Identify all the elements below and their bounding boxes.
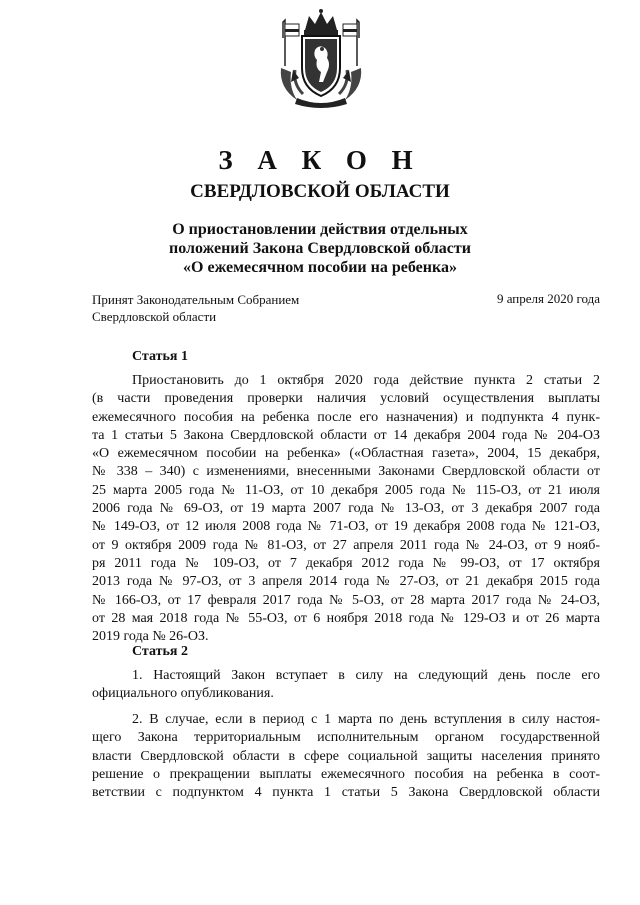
text-line: власти Свердловской области в сфере социальной защиты населения принято <box>92 748 600 764</box>
text-line: № 149-ОЗ, от 12 июля 2008 года № 71-ОЗ, от 19 декабря 2008 года № 121-ОЗ, <box>92 519 600 535</box>
text-line: официального опубликования. <box>92 686 274 702</box>
text-line: ря 2011 года № 109-ОЗ, от 7 декабря 2012 года № 99-ОЗ, от 17 октября <box>92 555 600 571</box>
text-line: 2006 года № 69-ОЗ, от 19 марта 2007 года № 13-ОЗ, от 3 декабря 2007 года <box>92 501 600 517</box>
text-line: 2019 года № 26-ОЗ. <box>92 629 209 645</box>
text-line: от 28 мая 2018 года № 55-ОЗ, от 6 ноября 2018 года № 129-ОЗ и от 26 марта <box>92 610 600 626</box>
text-line: «О ежемесячном пособии на ребенка» («Областная газета», 2004, 15 декабря, <box>92 446 600 462</box>
article-2-title: Статья 2 <box>132 644 188 659</box>
adoption-date: 9 апреля 2020 года <box>496 291 600 306</box>
text-line: № 166-ОЗ, от 17 февраля 2017 года № 5-ОЗ, от 28 марта 2017 года № 24-ОЗ, <box>92 592 600 608</box>
text-line: (в части проведения проверки наличия условий осуществления выплаты <box>92 391 600 407</box>
text-line: щего Закона территориальным исполнительным органом государственной <box>92 730 600 746</box>
adopted-by-line: Свердловской области <box>92 309 217 324</box>
article-1-title: Статья 1 <box>132 349 188 364</box>
text-line: № 338 – 340) с изменениями, внесенными Законами Свердловской области от <box>92 464 600 480</box>
article-2-point-1 <box>92 667 600 704</box>
text-line: ежемесячного пособия на ребенка после его назначения) и подпункта 4 пунк- <box>92 409 600 425</box>
subject-line: положений Закона Свердловской области <box>169 240 471 257</box>
text-line: ветствии с подпунктом 4 пункта 1 статьи 5 Закона Свердловской области <box>92 785 600 801</box>
text-line: 2013 года № 97-ОЗ, от 3 апреля 2014 года № 27-ОЗ, от 21 декабря 2015 года <box>92 574 600 590</box>
coat-of-arms-emblem <box>275 8 367 110</box>
text-line: та 1 статьи 5 Закона Свердловской области от 14 декабря 2004 года № 204-ОЗ <box>92 427 600 443</box>
text-line: от 9 октября 2009 года № 81-ОЗ, от 27 апреля 2011 года № 24-ОЗ, от 9 нояб- <box>92 537 600 553</box>
text-line: 2. В случае, если в период с 1 марта по день вступления в силу настоя- <box>132 712 600 727</box>
adopted-by-line: Принят Законодательным Собранием <box>92 292 300 307</box>
law-region: СВЕРДЛОВСКОЙ ОБЛАСТИ <box>190 181 450 202</box>
law-subject <box>0 220 640 277</box>
article-1-text <box>92 372 600 646</box>
text-line: 1. Настоящий Закон вступает в силу на следующий день после его <box>132 668 600 683</box>
text-line: решение о прекращении выплаты ежемесячного пособия на ребенка в соот- <box>92 766 600 782</box>
subject-line: «О ежемесячном пособии на ребенка» <box>183 259 457 276</box>
text-line: 25 марта 2005 года № 11-ОЗ, от 10 декабря 2005 года № 115-ОЗ, от 21 июля <box>92 482 600 498</box>
adopted-by <box>92 291 299 325</box>
article-2-point-2 <box>92 711 600 802</box>
subject-line: О приостановлении действия отдельных <box>172 221 468 238</box>
text-line: Приостановить до 1 октября 2020 года действие пункта 2 статьи 2 <box>132 373 600 388</box>
law-title: З А К О Н <box>218 145 422 175</box>
